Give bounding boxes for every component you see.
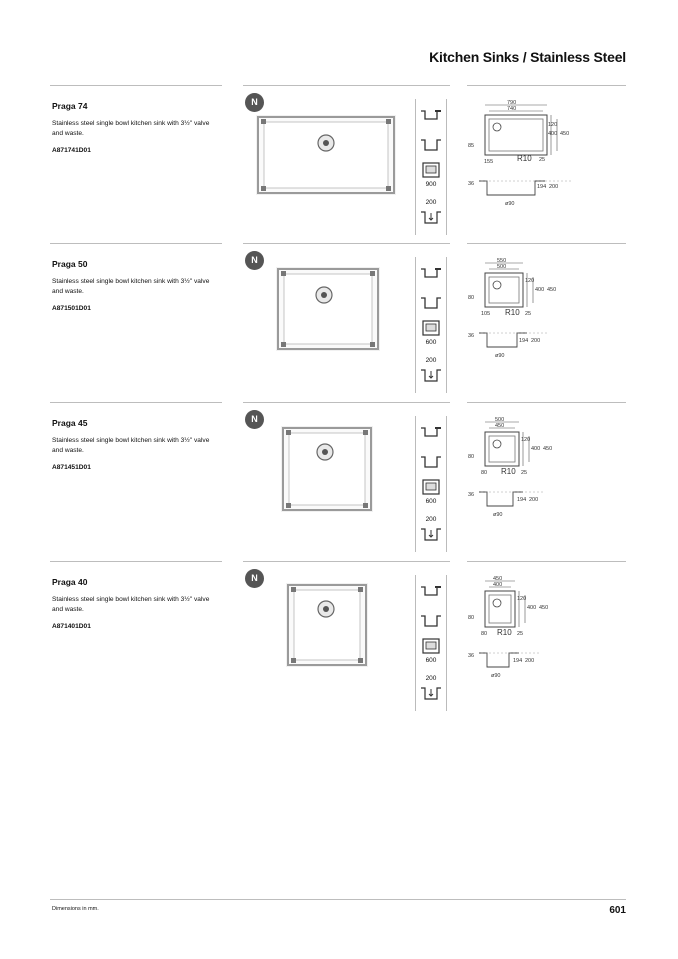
- dim-outer-width: 500: [495, 417, 505, 423]
- dim-corner: 25: [517, 631, 524, 637]
- dim-inner-width: 450: [495, 423, 505, 429]
- dim-drain: ø90: [491, 673, 501, 679]
- cabinet-icon: [419, 478, 443, 496]
- divider: [50, 85, 222, 86]
- dim-radius: R10: [505, 308, 520, 317]
- cabinet-size: 900: [425, 181, 437, 188]
- dim-left: 80: [468, 454, 475, 460]
- product-description: Stainless steel single bowl kitchen sink with 3½" valve and waste.: [52, 437, 210, 454]
- dim-h1: 120: [517, 596, 527, 602]
- dim-depth-top: 36: [468, 653, 475, 659]
- product-description: Stainless steel single bowl kitchen sink with 3½" valve and waste.: [52, 278, 210, 295]
- dim-bottom: 80: [481, 470, 488, 476]
- product-name: Praga 45: [52, 418, 88, 428]
- product-name: Praga 50: [52, 259, 88, 269]
- dim-radius: R10: [497, 628, 512, 637]
- new-badge: N: [245, 93, 264, 112]
- dim-h1: 120: [548, 122, 558, 128]
- depth-icon: [419, 685, 443, 703]
- dim-depth-top: 36: [468, 492, 475, 498]
- installation-icons: [415, 99, 447, 235]
- product-description: Stainless steel single bowl kitchen sink with 3½" valve and waste.: [52, 120, 210, 137]
- dim-inner-width: 500: [497, 264, 507, 270]
- product-section: [0, 85, 678, 243]
- dim-h2: 400: [548, 131, 558, 137]
- divider: [467, 402, 626, 403]
- page-title: Kitchen Sinks / Stainless Steel: [429, 49, 626, 65]
- sink-image: [286, 583, 368, 667]
- undermount-icon: [419, 263, 443, 283]
- product-code: A871501D01: [52, 305, 91, 312]
- undermount-icon: [419, 581, 443, 601]
- technical-drawing: [467, 95, 577, 220]
- installation-icons: [415, 416, 447, 552]
- dim-d2: 200: [531, 338, 541, 344]
- cabinet-icon: [419, 319, 443, 337]
- divider: [467, 243, 626, 244]
- depth-icon: [419, 367, 443, 385]
- sink-image: [256, 115, 396, 195]
- flush-mount-icon: [419, 293, 443, 313]
- bowl-height: 200: [425, 357, 437, 364]
- dim-d1: 194: [519, 338, 529, 344]
- divider: [467, 85, 626, 86]
- product-code: A871401D01: [52, 623, 91, 630]
- dim-d2: 200: [549, 184, 559, 190]
- new-badge: N: [245, 410, 264, 429]
- footer-note: Dimensions in mm.: [52, 906, 99, 912]
- dim-h3: 450: [560, 131, 570, 137]
- dim-left: 80: [468, 615, 475, 621]
- divider: [243, 85, 450, 86]
- dim-outer-width: 550: [497, 258, 507, 264]
- dim-depth-top: 36: [468, 181, 475, 187]
- divider: [243, 402, 450, 403]
- new-badge: N: [245, 251, 264, 270]
- product-name: Praga 40: [52, 577, 88, 587]
- product-section: [0, 243, 678, 401]
- dim-inner-width: 740: [507, 106, 517, 112]
- bowl-height: 200: [425, 199, 437, 206]
- dim-depth-top: 36: [468, 333, 475, 339]
- sink-image: [276, 267, 380, 351]
- dim-h3: 450: [539, 605, 549, 611]
- divider: [50, 243, 222, 244]
- dim-drain: ø90: [495, 353, 505, 359]
- sink-image: [281, 426, 373, 512]
- dim-left: 80: [468, 295, 475, 301]
- dim-h3: 450: [543, 446, 553, 452]
- dim-corner: 25: [521, 470, 528, 476]
- divider: [50, 561, 222, 562]
- cabinet-size: 600: [425, 498, 437, 505]
- depth-icon: [419, 209, 443, 227]
- technical-drawing: [467, 571, 577, 696]
- dim-h2: 400: [531, 446, 541, 452]
- dim-corner: 25: [539, 157, 546, 163]
- dim-bottom: 155: [484, 159, 494, 165]
- undermount-icon: [419, 105, 443, 125]
- dim-inner-width: 400: [493, 582, 503, 588]
- new-badge: N: [245, 569, 264, 588]
- divider: [50, 402, 222, 403]
- dim-drain: ø90: [493, 512, 503, 518]
- product-description: Stainless steel single bowl kitchen sink with 3½" valve and waste.: [52, 596, 210, 613]
- cabinet-icon: [419, 161, 443, 179]
- dim-h1: 120: [525, 278, 535, 284]
- flush-mount-icon: [419, 611, 443, 631]
- cabinet-size: 600: [425, 657, 437, 664]
- footer-divider: [50, 899, 626, 900]
- dim-h2: 400: [535, 287, 545, 293]
- cabinet-size: 600: [425, 339, 437, 346]
- dim-d1: 194: [513, 658, 523, 664]
- technical-drawing: [467, 253, 577, 378]
- undermount-icon: [419, 422, 443, 442]
- product-photo: [286, 583, 368, 667]
- divider: [243, 561, 450, 562]
- bowl-height: 200: [425, 516, 437, 523]
- divider: [467, 561, 626, 562]
- product-photo: [281, 426, 373, 512]
- flush-mount-icon: [419, 135, 443, 155]
- divider: [243, 243, 450, 244]
- page-number: 601: [609, 905, 626, 916]
- dim-d1: 194: [517, 497, 527, 503]
- product-section: [0, 561, 678, 719]
- dim-outer-width: 450: [493, 576, 503, 582]
- product-code: A871741D01: [52, 147, 91, 154]
- product-photo: [256, 115, 396, 195]
- dim-corner: 25: [525, 311, 532, 317]
- dim-d2: 200: [525, 658, 535, 664]
- dim-h2: 400: [527, 605, 537, 611]
- depth-icon: [419, 526, 443, 544]
- cabinet-icon: [419, 637, 443, 655]
- dim-h3: 450: [547, 287, 557, 293]
- dim-outer-width: 790: [507, 100, 517, 106]
- dim-bottom: 105: [481, 311, 491, 317]
- flush-mount-icon: [419, 452, 443, 472]
- dim-left: 85: [468, 143, 475, 149]
- dim-h1: 120: [521, 437, 531, 443]
- installation-icons: [415, 575, 447, 711]
- bowl-height: 200: [425, 675, 437, 682]
- technical-drawing: [467, 412, 577, 537]
- installation-icons: [415, 257, 447, 393]
- dim-radius: R10: [517, 154, 532, 163]
- product-name: Praga 74: [52, 101, 88, 111]
- dim-bottom: 80: [481, 631, 488, 637]
- dim-d1: 194: [537, 184, 547, 190]
- product-section: [0, 402, 678, 560]
- dim-drain: ø90: [505, 201, 515, 207]
- product-code: A871451D01: [52, 464, 91, 471]
- dim-radius: R10: [501, 467, 516, 476]
- product-photo: [276, 267, 380, 351]
- dim-d2: 200: [529, 497, 539, 503]
